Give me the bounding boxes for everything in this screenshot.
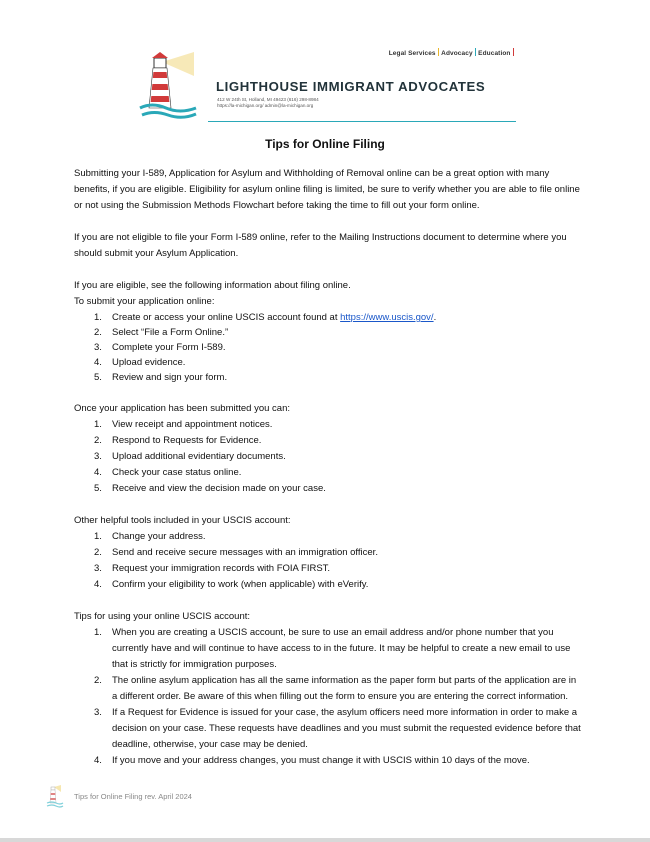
tagline-advocacy: Advocacy — [441, 50, 473, 57]
list-item: 3. If a Request for Evidence is issued for your case, the asylum officers need more information in order to make a decision on your case. These requests have deadlines and you must submit the requested evidence before that deadline, otherwise, your case may be denied. — [94, 707, 581, 750]
list-item: 1. View receipt and appointment notices. — [94, 419, 273, 430]
tagline-legal-services: Legal Services — [388, 50, 436, 57]
lighthouse-icon — [138, 50, 198, 122]
list-item: 4. Upload evidence. — [94, 357, 186, 368]
header-divider — [208, 121, 516, 122]
tagline-education: Education — [478, 50, 511, 57]
document-body — [74, 166, 584, 769]
list-item: 1. Create or access your online USCIS account found at https://www.uscis.gov/. — [94, 312, 437, 323]
list-item: 1. When you are creating a USCIS account, be sure to use an email address and/or phone number that you currently have and will continue to have access to in the future. It may be helpful to create a new email to use that is strictly for immigration purposes. — [94, 627, 571, 670]
organization-address: 412 W 24th St, Holland, MI 49423 (616) 298-8984 — [217, 97, 319, 102]
footer-revision: Tips for Online Filing rev. April 2024 — [74, 792, 192, 801]
tools-list — [74, 529, 584, 593]
tips-heading: Tips for using your online USCIS account: — [74, 611, 251, 622]
footer-lighthouse-icon — [46, 784, 64, 808]
list-item: 3. Request your immigration records with FOIA FIRST. — [94, 563, 331, 574]
list-item: 5. Review and sign your form. — [94, 372, 228, 383]
list-item: 1. Change your address. — [94, 531, 206, 542]
list-item: 5. Receive and view the decision made on your case. — [94, 483, 326, 494]
header-tagline — [389, 48, 516, 57]
after-submission-list — [74, 417, 584, 497]
intro-paragraph: Submitting your I-589, Application for Asylum and Withholding of Removal online can be a great option with many benefits, if you are eligible. Eligibility for asylum online filing is limited, be sure to verify whether you are able to file online or not using the Submission Methods Flowchart before taking the time to fill out your form online. — [74, 168, 580, 211]
list-item: 3. Upload additional evidentiary documents. — [94, 451, 286, 462]
list-item: 4. Check your case status online. — [94, 467, 242, 478]
page-bottom-edge — [0, 838, 650, 842]
submit-steps-list — [74, 310, 584, 385]
list-item: 2. Respond to Requests for Evidence. — [94, 435, 262, 446]
list-item: 2. Select “File a Form Online.” — [94, 327, 229, 338]
after-submission-heading: Once your application has been submitted you can: — [74, 403, 290, 414]
uscis-link[interactable]: https://www.uscis.gov/ — [340, 312, 434, 323]
submit-heading: To submit your application online: — [74, 296, 215, 307]
list-item: 4. Confirm your eligibility to work (when applicable) with eVerify. — [94, 579, 369, 590]
document-title: Tips for Online Filing — [265, 137, 385, 151]
list-item: 3. Complete your Form I-589. — [94, 342, 226, 353]
list-item: 4. If you move and your address changes, you must change it with USCIS within 10 days of the move. — [94, 755, 530, 766]
organization-name: LIGHTHOUSE IMMIGRANT ADVOCATES — [216, 79, 486, 94]
list-item: 2. Send and receive secure messages with an immigration officer. — [94, 547, 378, 558]
tools-heading: Other helpful tools included in your USCIS account: — [74, 515, 291, 526]
eligible-intro: If you are eligible, see the following information about filing online. — [74, 280, 351, 291]
organization-contact: https://la-michigan.org/ admin@la-michigan.org — [217, 103, 314, 108]
not-eligible-paragraph: If you are not eligible to file your Form I-589 online, refer to the Mailing Instructions document to determine where you should submit your Asylum Application. — [74, 232, 567, 259]
tips-list — [74, 625, 584, 769]
list-item: 2. The online asylum application has all the same information as the paper form but parts of the application are in a different order. Be aware of this when filling out the form to ensure you are entering the correct information. — [94, 675, 577, 702]
